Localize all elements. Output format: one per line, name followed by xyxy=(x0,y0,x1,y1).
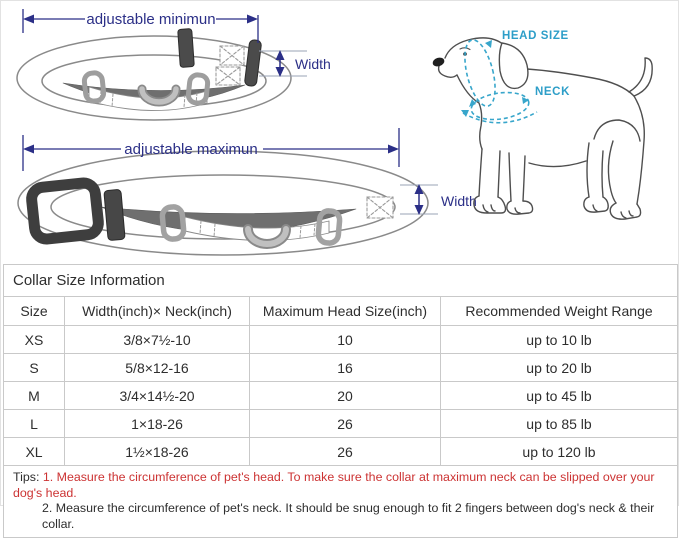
head-size-cell: 10 xyxy=(250,326,441,354)
header-max-head-size: Maximum Head Size(inch) xyxy=(250,297,441,326)
arrow-right-icon xyxy=(247,15,258,24)
head-size-cell: 16 xyxy=(250,354,441,382)
measure-arrowhead-icon xyxy=(461,110,469,117)
measure-arrowhead-icon xyxy=(485,40,492,48)
width-neck-cell: 1×18-26 xyxy=(65,410,250,438)
arrow-left-icon xyxy=(23,15,34,24)
table-row-l xyxy=(4,410,678,438)
header-width-neck: Width(inch)× Neck(inch) xyxy=(65,297,250,326)
size-cell: M xyxy=(4,382,65,410)
collar-max-keeper xyxy=(104,189,125,240)
table-title-row xyxy=(4,265,678,297)
table-row-xl xyxy=(4,438,678,466)
tip-line-1 xyxy=(13,470,673,501)
collar-max-width-label: Width xyxy=(441,193,477,209)
size-cell: XL xyxy=(4,438,65,466)
table-row-s xyxy=(4,354,678,382)
size-cell: L xyxy=(4,410,65,438)
table-row-xs xyxy=(4,326,678,354)
neck-label: NECK xyxy=(535,86,570,98)
dog-nose xyxy=(431,56,445,68)
tips-cell xyxy=(4,466,678,538)
width-neck-cell: 1½×18-26 xyxy=(65,438,250,466)
collar-min-diagram xyxy=(17,29,291,120)
header-weight-range: Recommended Weight Range xyxy=(441,297,678,326)
collar-min-width-label: Width xyxy=(295,56,331,72)
size-table xyxy=(3,264,678,538)
tips-row xyxy=(4,466,678,538)
header-size: Size xyxy=(4,297,65,326)
head-size-cell: 26 xyxy=(250,410,441,438)
collar-min-stitch-boxes xyxy=(216,46,244,85)
table-header-row xyxy=(4,297,678,326)
adjustable-max-label: adjustable maximun xyxy=(124,141,258,158)
size-cell: S xyxy=(4,354,65,382)
head-size-cell: 20 xyxy=(250,382,441,410)
measure-arrowhead-icon xyxy=(522,97,529,104)
weight-cell: up to 85 lb xyxy=(441,410,678,438)
tips-label: Tips: xyxy=(13,470,40,484)
tip-1: 1. Measure the circumference of pet's head. To make sure the collar at maximum neck can be slipped over your dog's head. xyxy=(13,470,655,500)
width-neck-cell: 5/8×12-16 xyxy=(65,354,250,382)
weight-cell: up to 10 lb xyxy=(441,326,678,354)
collar-max-stitch-box xyxy=(367,197,393,218)
width-neck-cell: 3/4×14½-20 xyxy=(65,382,250,410)
table-title: Collar Size Information xyxy=(4,265,678,297)
arrow-right-icon xyxy=(388,145,399,154)
table-row-m xyxy=(4,382,678,410)
diagram-area xyxy=(1,1,680,264)
head-size-cell: 26 xyxy=(250,438,441,466)
weight-cell: up to 20 lb xyxy=(441,354,678,382)
head-size-label: HEAD SIZE xyxy=(502,30,569,42)
weight-cell: up to 45 lb xyxy=(441,382,678,410)
width-neck-cell: 3/8×7½-10 xyxy=(65,326,250,354)
weight-cell: up to 120 lb xyxy=(441,438,678,466)
size-cell: XS xyxy=(4,326,65,354)
tip-2: 2. Measure the circumference of pet's neck. It should be snug enough to fit 2 fingers between dog's neck & their collar. xyxy=(42,501,655,531)
collar-min-slide-adjuster xyxy=(178,29,195,68)
dog-illustration xyxy=(431,38,652,219)
collar-max-diagram xyxy=(18,151,428,255)
adjustable-min-label: adjustable minimun xyxy=(86,11,216,28)
arrow-left-icon xyxy=(23,145,34,154)
dog-ear xyxy=(499,43,528,88)
